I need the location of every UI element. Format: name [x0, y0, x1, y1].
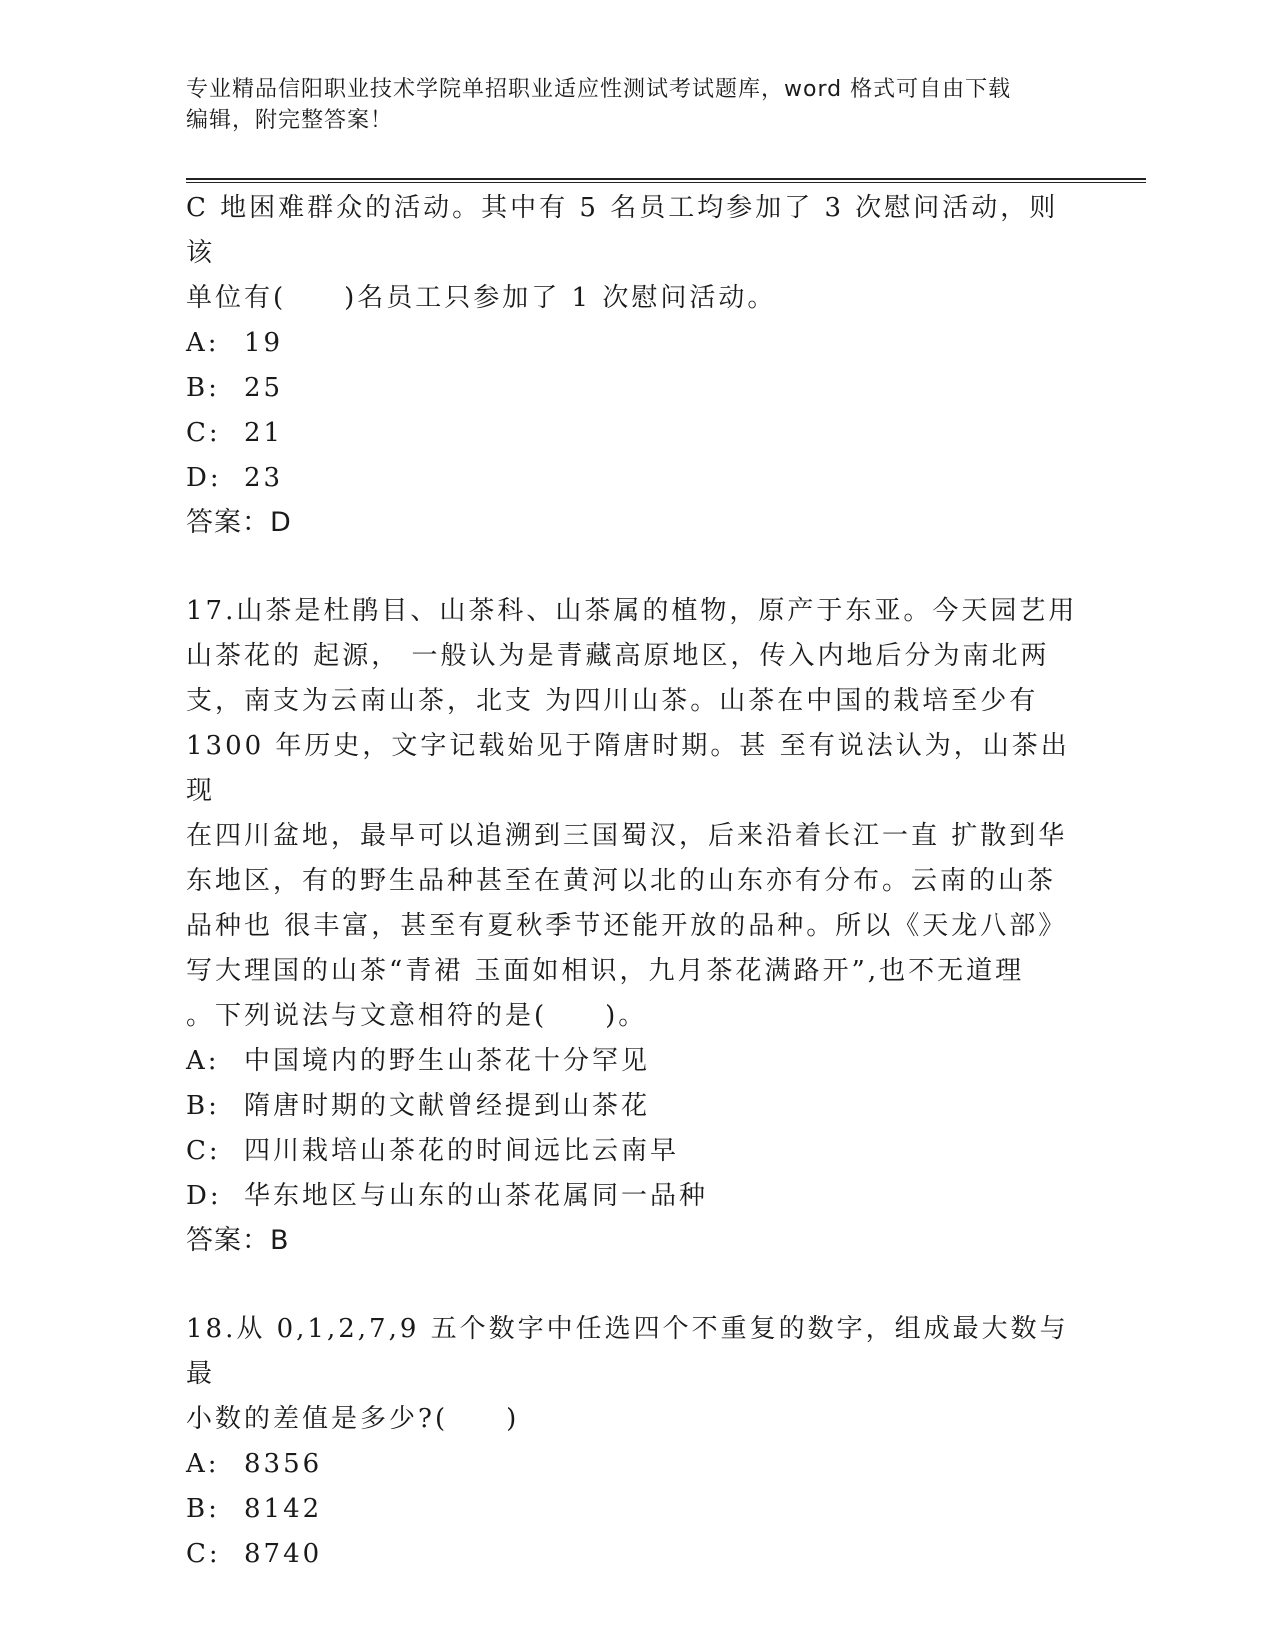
- option-b: [186, 1487, 1086, 1532]
- option-key: D:: [186, 1181, 222, 1211]
- option-key: B:: [186, 373, 220, 403]
- option-value: 19: [244, 328, 284, 358]
- question-text-line: 品种也 很丰富，甚至有夏秋季节还能开放的品种。所以《天龙八部》: [186, 911, 1068, 941]
- option-a: [186, 321, 1086, 366]
- header-line-1: 专业精品信阳职业技术学院单招职业适应性测试考试题库，word 格式可自由下载: [186, 77, 1012, 102]
- document-body: [186, 186, 1086, 1577]
- question-text-line: 支，南支为云南山茶，北支 为四川山茶。山茶在中国的栽培至少有: [186, 686, 1039, 716]
- option-d: [186, 456, 1086, 501]
- option-a: [186, 1442, 1086, 1487]
- option-value: 8356: [244, 1449, 323, 1479]
- option-key: C:: [186, 1136, 221, 1166]
- option-key: A:: [186, 328, 220, 358]
- option-a: [186, 1039, 1086, 1084]
- spacer: [186, 545, 1086, 589]
- option-key: C:: [186, 1539, 221, 1569]
- question-16: [186, 186, 1086, 545]
- question-text-line: 1300 年历史，文字记载始见于隋唐时期。甚 至有说法认为，山茶出现: [186, 731, 1070, 806]
- header-divider: [186, 178, 1146, 183]
- option-value: 21: [244, 418, 284, 448]
- document-header: [186, 74, 1086, 136]
- option-c: [186, 411, 1086, 456]
- option-c: [186, 1129, 1086, 1174]
- question-text-line: 在四川盆地，最早可以追溯到三国蜀汉，后来沿着长江一直 扩散到华: [186, 821, 1068, 851]
- option-b: [186, 1084, 1086, 1129]
- option-key: B:: [186, 1091, 220, 1121]
- option-key: A:: [186, 1449, 220, 1479]
- option-value: 中国境内的野生山茶花十分罕见: [244, 1046, 651, 1076]
- question-text-line: 18.从 0,1,2,7,9 五个数字中任选四个不重复的数字，组成最大数与最: [186, 1314, 1069, 1389]
- option-value: 华东地区与山东的山茶花属同一品种: [244, 1181, 709, 1211]
- option-value: 25: [244, 373, 284, 403]
- option-key: B:: [186, 1494, 220, 1524]
- answer: 答案：D: [186, 507, 292, 538]
- question-text-line: C 地困难群众的活动。其中有 5 名员工均参加了 3 次慰问活动，则该: [186, 193, 1059, 268]
- question-18: [186, 1307, 1086, 1577]
- question-text-line: 单位有( )名员工只参加了 1 次慰问活动。: [186, 283, 777, 313]
- answer: 答案：B: [186, 1225, 290, 1256]
- option-value: 8740: [244, 1539, 323, 1569]
- question-text-line: 小数的差值是多少?( ): [186, 1404, 520, 1434]
- spacer: [186, 1263, 1086, 1307]
- question-text-line: 写大理国的山茶“青裙 玉面如相识，九月茶花满路开”,也不无道理: [186, 956, 1025, 986]
- question-text-line: 东地区，有的野生品种甚至在黄河以北的山东亦有分布。云南的山茶: [186, 866, 1057, 896]
- option-key: C:: [186, 418, 221, 448]
- question-text-line: 。下列说法与文意相符的是( )。: [186, 1001, 648, 1031]
- question-text-line: 17.山茶是杜鹃目、山茶科、山茶属的植物，原产于东亚。今天园艺用: [186, 596, 1078, 626]
- option-value: 隋唐时期的文献曾经提到山茶花: [244, 1091, 651, 1121]
- header-line-2: 编辑，附完整答案！: [186, 108, 394, 133]
- question-17: [186, 589, 1086, 1263]
- option-key: A:: [186, 1046, 220, 1076]
- option-c: [186, 1532, 1086, 1577]
- option-value: 8142: [244, 1494, 323, 1524]
- option-key: D:: [186, 463, 222, 493]
- question-text-line: 山茶花的 起源， 一般认为是青藏高原地区，传入内地后分为南北两: [186, 641, 1050, 671]
- option-value: 23: [244, 463, 284, 493]
- option-d: [186, 1174, 1086, 1219]
- option-b: [186, 366, 1086, 411]
- option-value: 四川栽培山茶花的时间远比云南早: [244, 1136, 680, 1166]
